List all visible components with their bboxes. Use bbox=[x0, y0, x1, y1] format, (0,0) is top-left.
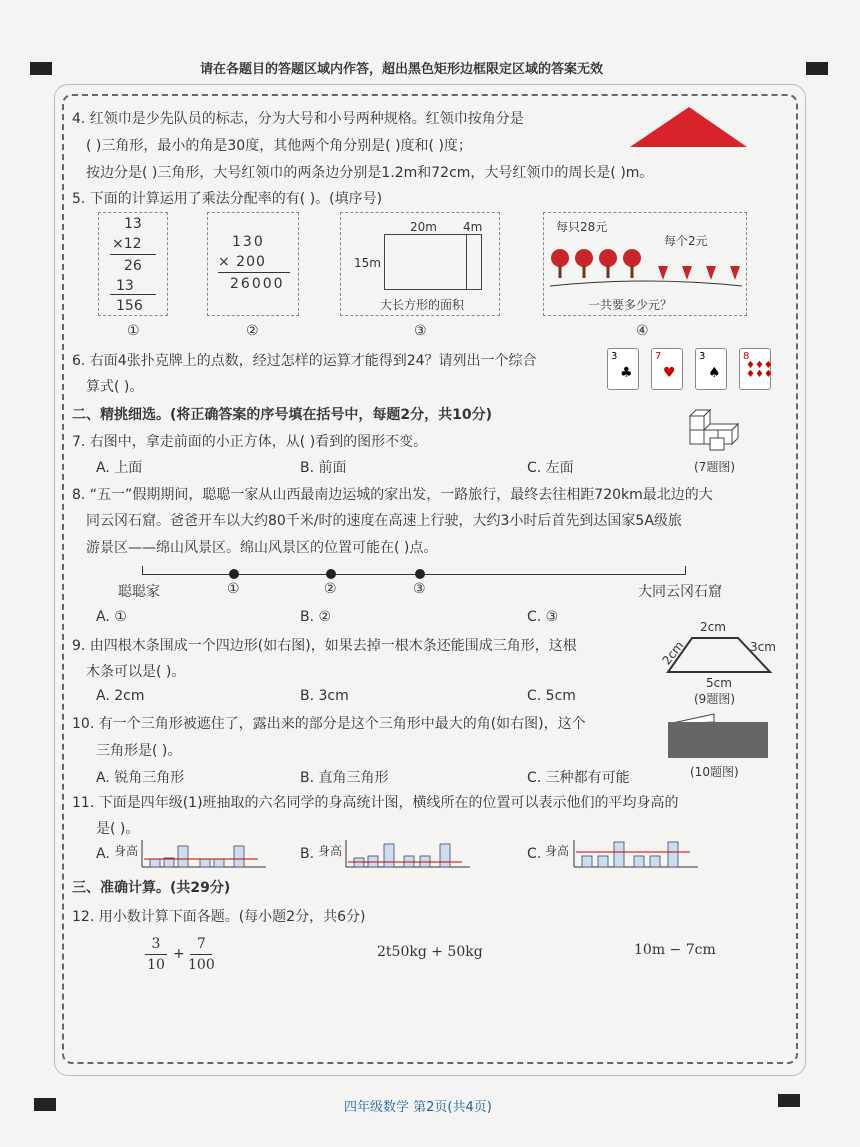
red-scarf-triangle bbox=[630, 105, 748, 149]
denominator: 10 bbox=[147, 957, 165, 973]
q9-option-c[interactable]: C. 5cm bbox=[527, 688, 576, 704]
numerator: 7 bbox=[196, 936, 206, 952]
rect-caption: 大长方形的面积 bbox=[380, 298, 465, 312]
q10-line2: 三角形是( )。 bbox=[96, 743, 182, 759]
q9-line1: 9. 由四根木条围成一个四边形(如右图)，如果去掉一根木条还能围成三角形，这根 bbox=[72, 638, 577, 654]
section2-title: 二、精挑细选。(将正确答案的序号填在括号中，每题2分，共10分) bbox=[72, 407, 493, 423]
plus-sign: + bbox=[173, 946, 185, 962]
route-point bbox=[326, 569, 336, 579]
option-label: ③ bbox=[414, 323, 427, 339]
q8-line1: 8. “五一”假期期间，聪聪一家从山西最南边运城的家出发，一路旅行，最终去往相距720km最北边的大 bbox=[72, 487, 713, 503]
route-point bbox=[415, 569, 425, 579]
calc1-row: ×12 bbox=[112, 236, 142, 252]
calc1-row: 13 bbox=[124, 216, 142, 232]
q9-option-a[interactable]: A. 2cm bbox=[96, 688, 145, 704]
route-end-label: 大同云冈石窟 bbox=[638, 584, 722, 600]
covered-triangle-figure bbox=[666, 712, 770, 760]
q9-caption: (9题图) bbox=[694, 692, 735, 706]
price-paddles: 每只28元 bbox=[556, 220, 608, 234]
numerator: 3 bbox=[151, 936, 161, 952]
q5-stem: 5. 下面的计算运用了乘法分配率的有( )。(填序号) bbox=[72, 191, 383, 207]
calc1-row: 13 bbox=[116, 278, 134, 294]
playing-card: 3 ♣ bbox=[607, 348, 639, 390]
side-bottom: 5cm bbox=[706, 676, 732, 690]
q11-line1: 11. 下面是四年级(1)班抽取的六名同学的身高统计图，横线所在的位置可以表示他们的平均身高的 bbox=[72, 795, 679, 811]
q8-line2: 同云冈石窟。爸爸开车以大约80千米/时的速度在高速上行驶，大约3小时后首先到达国家5A级旅 bbox=[86, 513, 682, 529]
paddles-and-shuttlecocks-icon bbox=[546, 236, 744, 294]
rect-top-b: 4m bbox=[463, 220, 483, 234]
q10-option-a[interactable]: A. 锐角三角形 bbox=[96, 770, 185, 786]
calc1-row: 26 bbox=[124, 258, 142, 274]
calc2-row: 26000 bbox=[230, 276, 285, 292]
card-value: 7 bbox=[655, 351, 662, 362]
fraction bbox=[188, 936, 215, 973]
height-chart-c bbox=[572, 838, 702, 870]
route-line bbox=[142, 574, 686, 575]
q4-line2: ( )三角形，最小的角是30度，其他两个角分别是( )度和( )度； bbox=[86, 138, 472, 154]
q7-stem: 7. 右图中，拿走前面的小正方体，从( )看到的图形不变。 bbox=[72, 434, 428, 450]
registration-mark bbox=[34, 1098, 56, 1111]
calc2-row: × 200 bbox=[218, 254, 266, 270]
q10-caption: (10题图) bbox=[690, 765, 739, 779]
big-rectangle bbox=[384, 234, 482, 290]
route-point-label: ② bbox=[324, 581, 337, 597]
expression-3: 10m − 7cm bbox=[634, 942, 716, 958]
route-point bbox=[229, 569, 239, 579]
route-start-label: 聪聪家 bbox=[118, 584, 160, 600]
rect-top-a: 20m bbox=[410, 220, 437, 234]
calc1-row: 156 bbox=[116, 298, 143, 314]
q8-line3: 游景区——绵山风景区。绵山风景区的位置可能在( )点。 bbox=[86, 540, 438, 556]
q11-option-a[interactable]: A. bbox=[96, 846, 110, 862]
q6-line1: 6. 右面4张扑克牌上的点数，经过怎样的运算才能得到24？请列出一个综合 bbox=[72, 353, 537, 369]
calc1-line bbox=[110, 254, 156, 255]
registration-mark bbox=[30, 62, 52, 75]
option-label: ④ bbox=[636, 323, 649, 339]
q7-caption: (7题图) bbox=[694, 460, 735, 474]
registration-mark bbox=[806, 62, 828, 75]
page-footer: 四年级数学 第2页(共4页) bbox=[344, 1100, 492, 1115]
denominator: 100 bbox=[188, 957, 215, 973]
total-question: 一共要多少元？ bbox=[588, 298, 673, 312]
q8-option-b[interactable]: B. ② bbox=[300, 609, 332, 625]
q10-option-c[interactable]: C. 三种都有可能 bbox=[527, 770, 630, 786]
price-shuttlecocks: 每个2元 bbox=[664, 234, 708, 248]
q10-line1: 10. 有一个三角形被遮住了，露出来的部分是这个三角形中最大的角(如右图)，这个 bbox=[72, 716, 586, 732]
q4-line1: 4. 红领巾是少先队员的标志，分为大号和小号两种规格。红领巾按角分是 bbox=[72, 111, 524, 127]
fraction bbox=[145, 936, 167, 973]
q6-line2: 算式( )。 bbox=[86, 379, 144, 395]
route-tick bbox=[142, 566, 143, 575]
q10-option-b[interactable]: B. 直角三角形 bbox=[300, 770, 389, 786]
header-notice: 请在各题目的答题区域内作答，超出黑色矩形边框限定区域的答案无效 bbox=[200, 62, 604, 77]
playing-card: 3 ♠ bbox=[695, 348, 727, 390]
q9-line2: 木条可以是( )。 bbox=[86, 664, 186, 680]
route-point-label: ① bbox=[227, 581, 240, 597]
rect-side: 15m bbox=[354, 256, 381, 270]
card-value: 3 bbox=[699, 351, 706, 362]
q7-option-c[interactable]: C. 左面 bbox=[527, 460, 574, 476]
playing-card: 7 ♥ bbox=[651, 348, 683, 390]
q11-option-c[interactable]: C. bbox=[527, 846, 542, 862]
side-left: 2cm bbox=[659, 638, 687, 668]
height-chart-a bbox=[140, 838, 270, 870]
calc1-line bbox=[110, 294, 156, 295]
card-value: 3 bbox=[611, 351, 618, 362]
axis-label: 身高 bbox=[318, 844, 343, 858]
card-value: 8 bbox=[743, 351, 750, 362]
side-right: 3cm bbox=[750, 640, 776, 654]
route-tick bbox=[685, 566, 686, 575]
calc2-line bbox=[218, 272, 290, 273]
registration-mark bbox=[778, 1094, 800, 1107]
axis-label: 身高 bbox=[545, 844, 570, 858]
q8-option-a[interactable]: A. ① bbox=[96, 609, 127, 625]
option-label: ② bbox=[246, 323, 259, 339]
height-chart-b bbox=[344, 838, 474, 870]
expression-2: 2t50kg + 50kg bbox=[377, 944, 483, 960]
side-top: 2cm bbox=[700, 620, 726, 634]
q8-option-c[interactable]: C. ③ bbox=[527, 609, 559, 625]
q7-option-b[interactable]: B. 前面 bbox=[300, 460, 347, 476]
section3-title: 三、准确计算。(共29分) bbox=[72, 880, 231, 896]
rectangle-divider bbox=[466, 234, 467, 290]
q7-option-a[interactable]: A. 上面 bbox=[96, 460, 143, 476]
q9-option-b[interactable]: B. 3cm bbox=[300, 688, 349, 704]
playing-card: 8 ♦♦♦ ♦♦♦ bbox=[739, 348, 771, 390]
option-label: ① bbox=[127, 323, 140, 339]
q12-stem: 12. 用小数计算下面各题。(每小题2分，共6分) bbox=[72, 909, 366, 925]
calc2-row: 130 bbox=[232, 234, 265, 250]
cube-stack-figure bbox=[688, 406, 748, 454]
q4-line3: 按边分是( )三角形，大号红领巾的两条边分别是1.2m和72cm，大号红领巾的周长是( )m。 bbox=[86, 165, 654, 181]
q11-option-b[interactable]: B. bbox=[300, 846, 315, 862]
axis-label: 身高 bbox=[114, 844, 139, 858]
route-point-label: ③ bbox=[413, 581, 426, 597]
q11-line2: 是( )。 bbox=[96, 821, 140, 837]
